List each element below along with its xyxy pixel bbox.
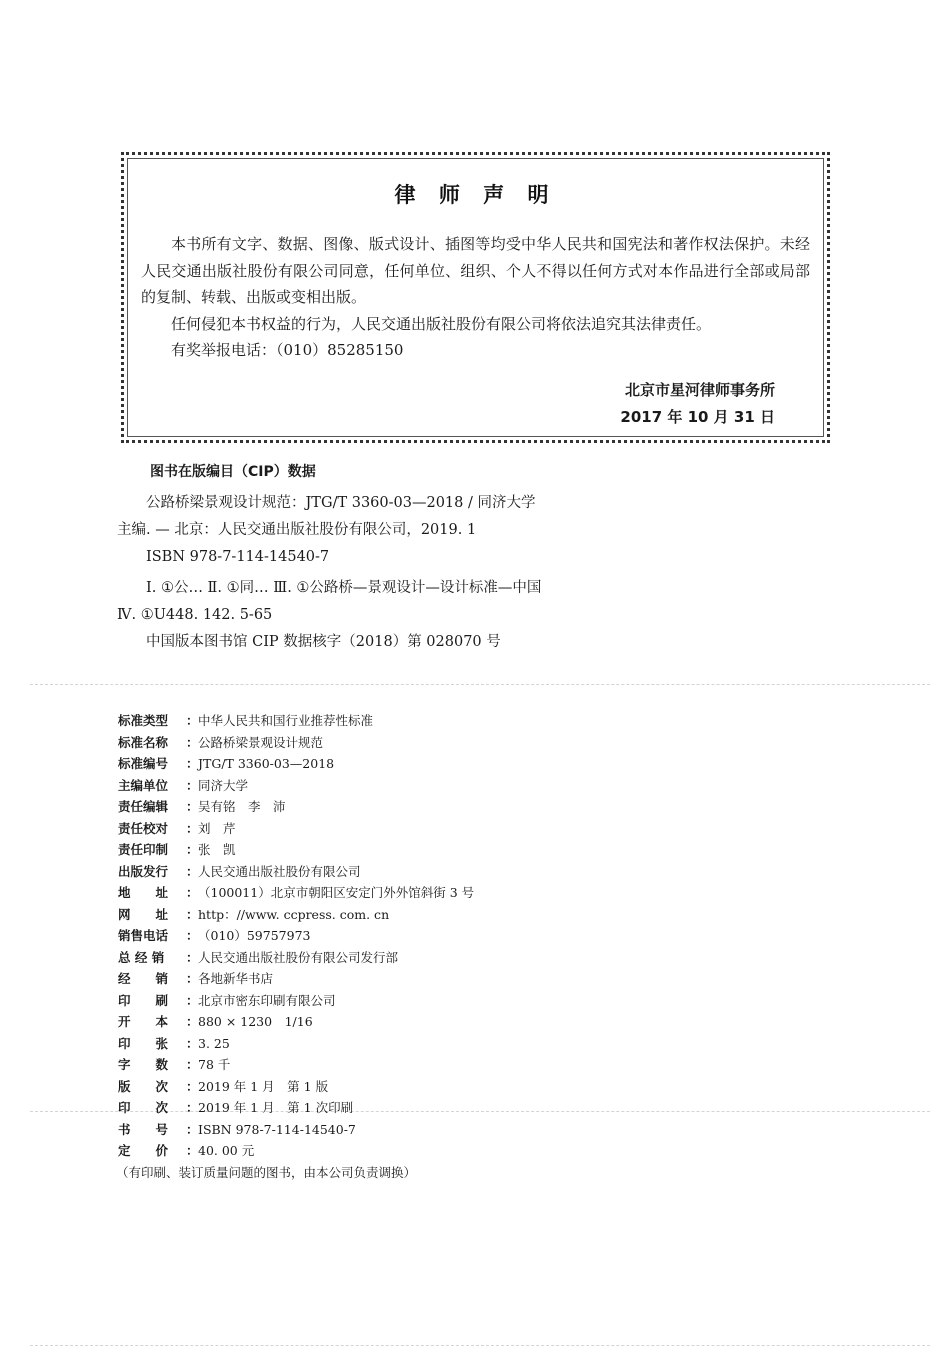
dashed-divider — [30, 684, 930, 685]
info-value: 880 × 1230 1/16 — [198, 1014, 313, 1029]
info-row: 责任编辑 ： 吴有铭 李 沛 — [118, 796, 474, 818]
info-value: 2019 年 1 月 第 1 次印刷 — [198, 1100, 354, 1115]
info-label: 印 次 — [118, 1100, 169, 1115]
info-label: 出版发行 — [118, 863, 169, 879]
info-label: 责任印制 — [118, 842, 169, 857]
info-value: 刘 芹 — [198, 820, 236, 836]
info-row: 经 销 ： 各地新华书店 — [118, 968, 474, 990]
info-value: 各地新华书店 — [198, 971, 274, 986]
info-row: 出版发行 ： 人民交通出版社股份有限公司 — [118, 861, 474, 883]
lawyer-declaration-box — [121, 152, 830, 443]
info-value: 公路桥梁景观设计规范 — [198, 734, 324, 750]
cip-heading: 图书在版编目（CIP）数据 — [150, 464, 316, 480]
info-label: 主编单位 — [118, 777, 169, 793]
declaration-paragraph: 本书所有文字、数据、图像、版式设计、插图等均受中华人民共和国宪法和著作权法保护。未经人民交通出版社股份有限公司同意，任何单位、组织、个人不得以任何方式对本作品进行全部或局部的复制、转载、出版或变相出版。 — [141, 235, 810, 306]
info-row: 销售电话 ： （010）59757973 — [118, 925, 474, 947]
declaration-date: 2017 年 10 月 31 日 — [620, 408, 775, 426]
info-row: 网 址 ： http：//www. ccpress. com. cn — [118, 904, 474, 926]
cip-classification: Ⅰ. ①公… Ⅱ. ①同… Ⅲ. ①公路桥—景观设计—设计标准—中国 Ⅳ. ①U448. 142. 5-65 — [117, 580, 542, 623]
info-value: 人民交通出版社股份有限公司发行部 — [198, 949, 399, 965]
info-label: 印 张 — [118, 1035, 169, 1051]
info-label: 责任编辑 — [118, 799, 169, 814]
declaration-paragraph: 任何侵犯本书权益的行为，人民交通出版社股份有限公司将依法追究其法律责任。 — [171, 314, 712, 333]
info-label: 版 次 — [118, 1078, 169, 1094]
info-row: 责任印制 ： 张 凯 — [118, 839, 474, 861]
info-label: 印 刷 — [118, 992, 169, 1008]
dashed-divider — [30, 1345, 930, 1346]
law-firm-name: 北京市星河律师事务所 — [624, 381, 775, 399]
info-label: 经 销 — [118, 971, 169, 986]
info-value: 中华人民共和国行业推荐性标准 — [198, 713, 374, 728]
info-value: JTG/T 3360-03—2018 — [198, 756, 335, 771]
info-row: 标准编号 ： JTG/T 3360-03—2018 — [118, 753, 474, 775]
quality-note: （有印刷、装订质量问题的图书，由本公司负责调换） — [116, 1164, 417, 1180]
info-value: 3. 25 — [198, 1035, 230, 1051]
info-value: 同济大学 — [198, 777, 249, 793]
cip-number: 中国版本图书馆 CIP 数据核字（2018）第 028070 号 — [146, 634, 501, 650]
info-value: 40. 00 元 — [198, 1143, 255, 1158]
info-row: 字 数 ： 78 千 — [118, 1054, 474, 1076]
info-row: 主编单位 ： 同济大学 — [118, 775, 474, 797]
info-label: 销售电话 — [118, 928, 169, 943]
info-value: （100011）北京市朝阳区安定门外外馆斜街 3 号 — [198, 885, 475, 900]
info-value: 人民交通出版社股份有限公司 — [198, 863, 361, 879]
info-value: ISBN 978-7-114-14540-7 — [198, 1121, 356, 1137]
info-row: 印 张 ： 3. 25 — [118, 1033, 474, 1055]
cip-data — [117, 490, 547, 656]
info-value: http：//www. ccpress. com. cn — [198, 906, 390, 922]
info-row: 印 次 ： 2019 年 1 月 第 1 次印刷 — [118, 1097, 474, 1119]
info-row: 责任校对 ： 刘 芹 — [118, 818, 474, 840]
info-label: 网 址 — [118, 906, 169, 922]
info-value: 吴有铭 李 沛 — [198, 799, 286, 814]
info-label: 定 价 — [118, 1143, 169, 1158]
info-row: 标准名称 ： 公路桥梁景观设计规范 — [118, 732, 474, 754]
info-row: 标准类型 ： 中华人民共和国行业推荐性标准 — [118, 710, 474, 732]
info-label: 字 数 — [118, 1057, 169, 1072]
info-row: 印 刷 ： 北京市密东印刷有限公司 — [118, 990, 474, 1012]
info-label: 地 址 — [118, 885, 169, 900]
info-label: 总 经 销 — [118, 949, 165, 965]
cip-isbn: ISBN 978-7-114-14540-7 — [146, 549, 330, 565]
info-value: 张 凯 — [198, 842, 236, 857]
info-row: 版 次 ： 2019 年 1 月 第 1 版 — [118, 1076, 474, 1098]
info-label: 标准编号 — [118, 756, 169, 771]
info-label: 标准名称 — [118, 734, 169, 750]
info-row: 定 价 ： 40. 00 元 — [118, 1140, 474, 1162]
info-row: 总 经 销 ： 人民交通出版社股份有限公司发行部 — [118, 947, 474, 969]
info-label: 标准类型 — [118, 713, 169, 728]
info-value: 北京市密东印刷有限公司 — [198, 992, 336, 1008]
declaration-title: 律 师 声 明 — [394, 183, 557, 207]
declaration-body — [141, 231, 810, 364]
cip-record: 公路桥梁景观设计规范：JTG/T 3360-03—2018 / 同济大学主编. — 北京：人民交通出版社股份有限公司，2019. 1 — [117, 495, 536, 538]
publication-info-list — [118, 710, 474, 1183]
info-row: 地 址 ： （100011）北京市朝阳区安定门外外馆斜街 3 号 — [118, 882, 474, 904]
info-value: （010）59757973 — [198, 928, 311, 943]
info-value: 78 千 — [198, 1057, 231, 1072]
info-row: 书 号 ： ISBN 978-7-114-14540-7 — [118, 1119, 474, 1141]
info-label: 书 号 — [118, 1121, 169, 1137]
info-label: 开 本 — [118, 1014, 169, 1029]
info-value: 2019 年 1 月 第 1 版 — [198, 1078, 329, 1094]
info-label: 责任校对 — [118, 820, 169, 836]
declaration-hotline: 有奖举报电话：（010）85285150 — [171, 341, 404, 359]
info-row: 开 本 ： 880 × 1230 1/16 — [118, 1011, 474, 1033]
declaration-signature-block — [620, 377, 775, 431]
